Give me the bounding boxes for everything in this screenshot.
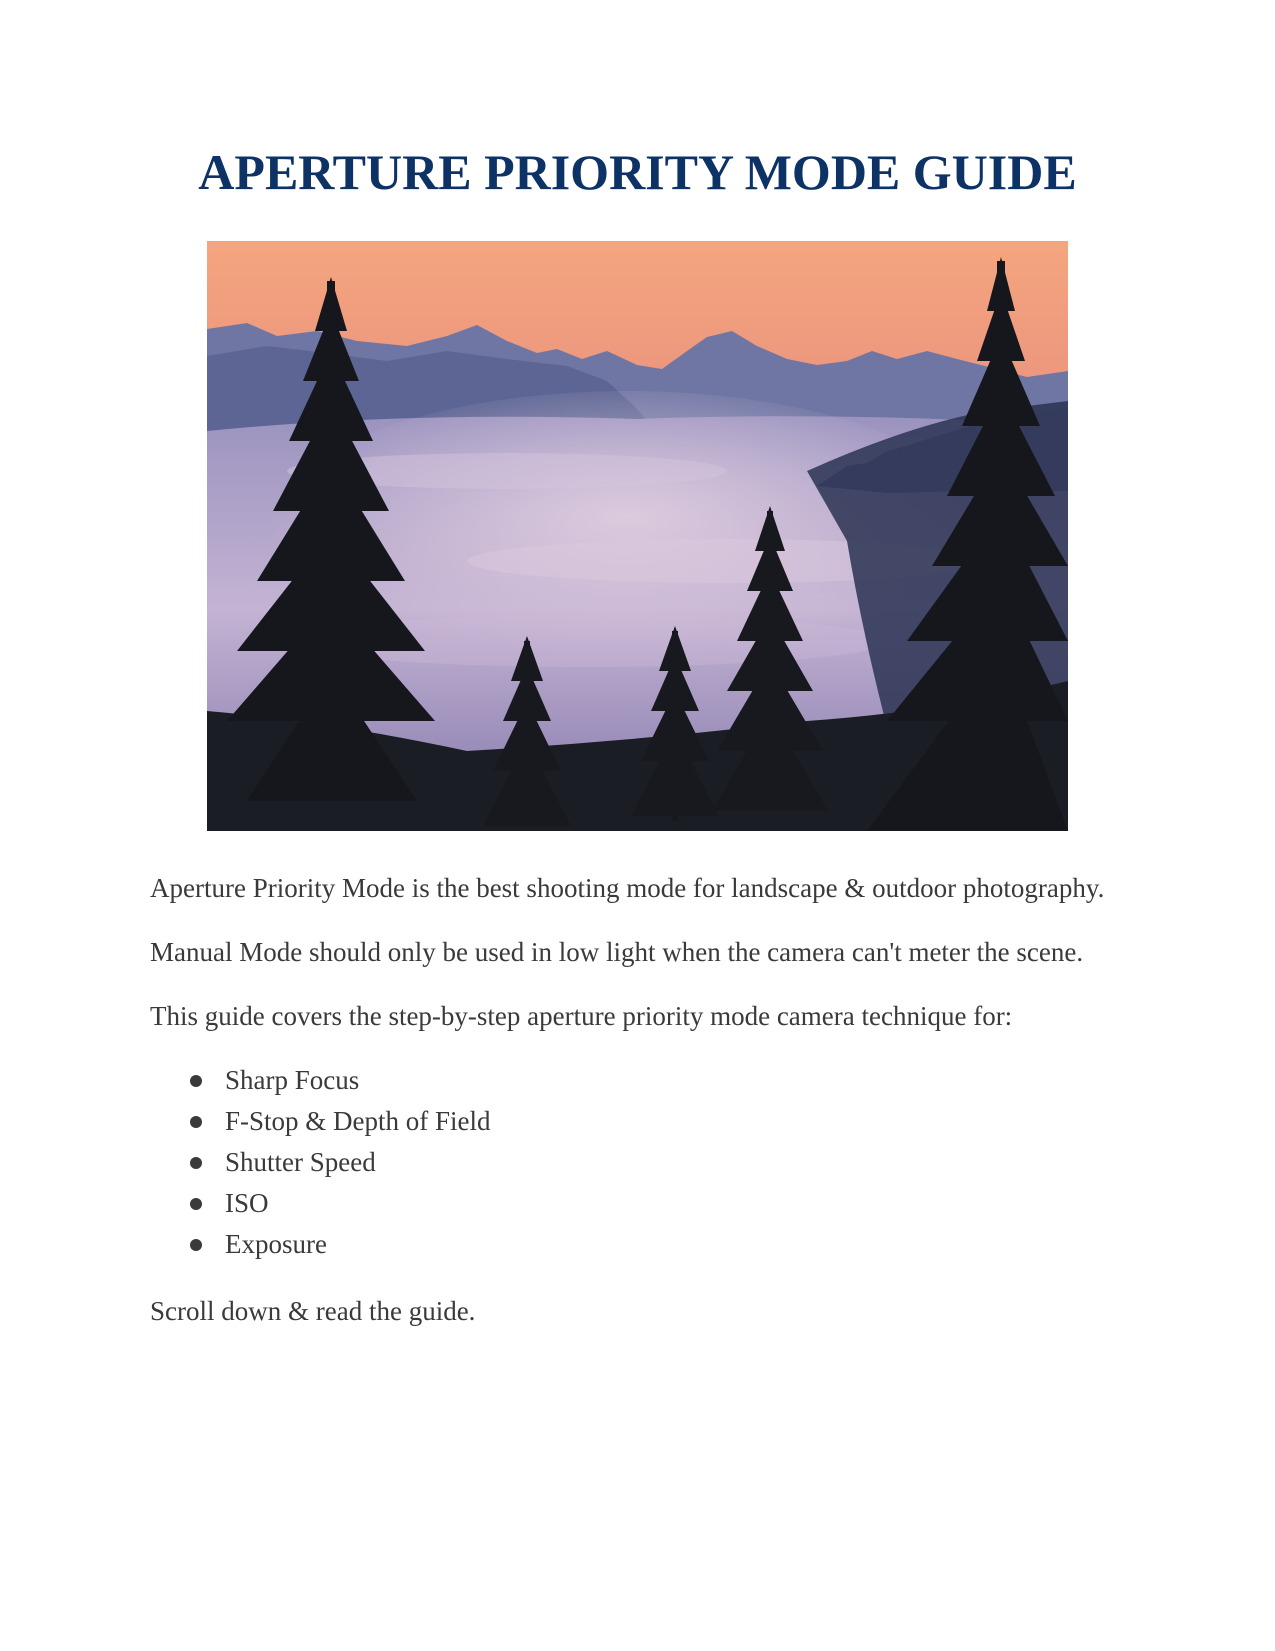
hero-image-forest-fog-sunset [207,241,1068,831]
list-item [150,1060,1130,1101]
list-item-label: Sharp Focus [225,1065,360,1095]
list-item [150,1101,1130,1142]
list-item-label: F-Stop & Depth of Field [225,1106,491,1136]
list-item-label: Exposure [225,1229,327,1259]
list-item [150,1142,1130,1183]
document-body [150,868,1130,1355]
list-item [150,1224,1130,1265]
list-item-label: ISO [225,1188,269,1218]
manual-mode-paragraph: Manual Mode should only be used in low light when the camera can't meter the scene. [150,937,1084,967]
guide-covers-paragraph: This guide covers the step-by-step aperture priority mode camera technique for: [150,1001,1013,1031]
intro-paragraph: Aperture Priority Mode is the best shooting mode for landscape & outdoor photography. [150,873,1105,903]
landscape-illustration [207,241,1068,831]
bullet-icon [190,1116,202,1128]
bullet-icon [190,1198,202,1210]
list-item [150,1183,1130,1224]
list-item-label: Shutter Speed [225,1147,376,1177]
bullet-icon [190,1075,202,1087]
bullet-icon [190,1239,202,1251]
page-title: APERTURE PRIORITY MODE GUIDE [198,144,1077,200]
topics-list [150,1060,1130,1265]
closing-paragraph: Scroll down & read the guide. [150,1296,476,1326]
bullet-icon [190,1157,202,1169]
